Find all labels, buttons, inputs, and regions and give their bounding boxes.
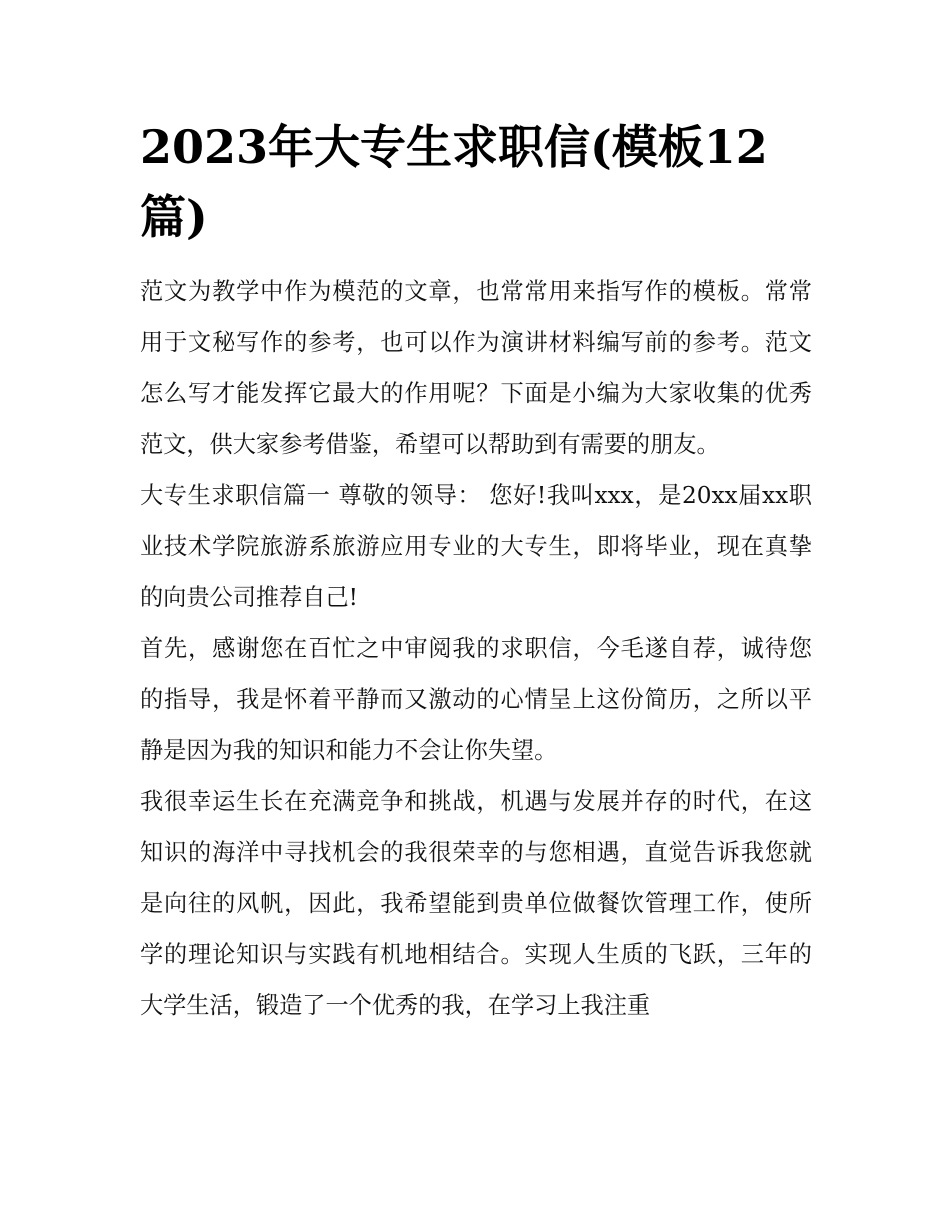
paragraph-thanks: 首先，感谢您在百忙之中审阅我的求职信，今毛遂自荐，诚待您的指导，我是怀着平静而又激动的心情呈上这份简历，之所以平静是因为我的知识和能力不会让你失望。 [140, 635, 812, 764]
paragraph-aspiration: 我很幸运生长在充满竞争和挑战，机遇与发展并存的时代，在这知识的海洋中寻找机会的我很荣幸的与您相遇，直觉告诉我您就是向往的风帆，因此，我希望能到贵单位做餐饮管理工作，使所学的理论知识与实践有机地相结合。实现人生质的飞跃，三年的大学生活，锻造了一个优秀的我，在学习上我注重 [140, 788, 812, 1019]
paragraph-letter-opening: 大专生求职信篇一 尊敬的领导： 您好!我叫xxx，是20xx届xx职业技术学院旅游系旅游应用专业的大专生，即将毕业，现在真挚的向贵公司推荐自己! [140, 482, 812, 611]
paragraph-intro: 范文为教学中作为模范的文章，也常常用来指写作的模板。常常用于文秘写作的参考，也可以作为演讲材料编写前的参考。范文怎么写才能发挥它最大的作用呢？下面是小编为大家收集的优秀范文，供大家参考借鉴，希望可以帮助到有需要的朋友。 [140, 278, 812, 458]
document-title: 2023年大专生求职信(模板12篇) [140, 120, 768, 244]
document-body [140, 266, 812, 1031]
document-content [140, 112, 812, 1031]
